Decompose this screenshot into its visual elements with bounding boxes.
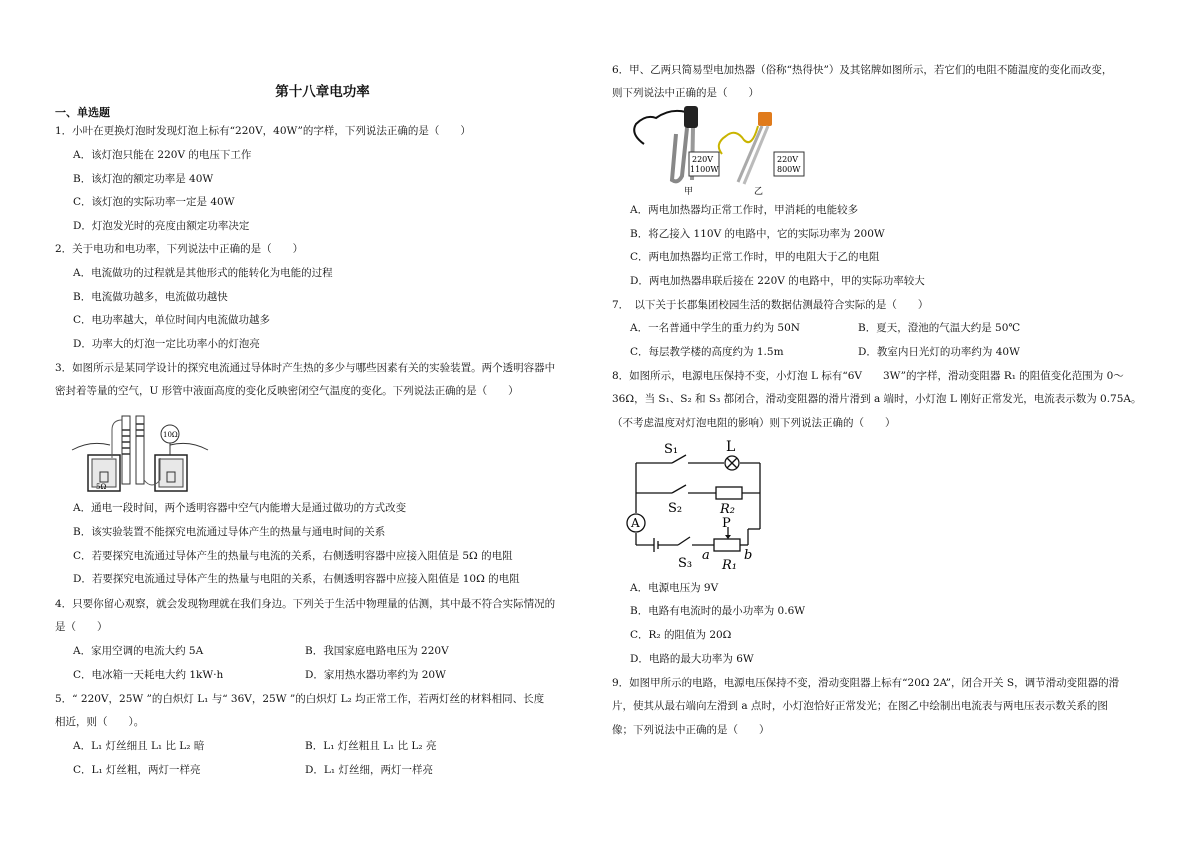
q8-option-a: A．电源电压为 9V bbox=[630, 582, 719, 594]
q4-option-b: B．我国家庭电路电压为 220V bbox=[305, 645, 449, 657]
q5-option-d: D．L₁ 灯丝细，两灯一样亮 bbox=[305, 764, 433, 776]
section-heading: 一、单选题 bbox=[55, 106, 110, 119]
q1-option-c: C．该灯泡的实际功率一定是 40W bbox=[73, 196, 235, 208]
q6-plate-yi-voltage: 220V bbox=[777, 155, 799, 164]
q2-stem: 2．关于电功和电功率，下列说法中正确的是（ ） bbox=[55, 243, 304, 255]
q9-stem-line3: 像；下列说法中正确的是（ ） bbox=[612, 724, 770, 736]
q8-option-b: B．电路有电流时的最小功率为 0.6W bbox=[630, 605, 806, 617]
q4-stem-line1: 4．只要你留心观察，就会发现物理就在我们身边。下列关于生活中物理量的估测，其中最不符合实际情况的 bbox=[55, 598, 556, 610]
q6-option-c: C．两电加热器均正常工作时，甲的电阻大于乙的电阻 bbox=[630, 251, 880, 263]
q6-option-d: D．两电加热器串联后接在 220V 的电路中，甲的实际功率较大 bbox=[630, 275, 925, 287]
q8-stem-line1: 8．如图所示，电源电压保持不变，小灯泡 L 标有“6V 3W”的字样，滑动变阻器 R₁ 的阻值变化范围为 0～ bbox=[612, 370, 1124, 382]
q5-option-b: B．L₁ 灯丝粗且 L₁ 比 L₂ 亮 bbox=[305, 740, 437, 752]
page-title: 第十八章电功率 bbox=[275, 84, 370, 100]
q8-label-l: L bbox=[726, 439, 736, 455]
q7-stem: 7． 以下关于长郡集团校园生活的数据估测最符合实际的是（ ） bbox=[612, 299, 929, 311]
q5-option-c: C．L₁ 灯丝粗，两灯一样亮 bbox=[73, 764, 201, 776]
q8-label-p: P bbox=[722, 516, 731, 531]
q7-option-b: B．夏天，澄池的气温大约是 50℃ bbox=[858, 322, 1021, 334]
q9-stem-line2: 片，使其从最右端向左滑到 a 点时，小灯泡恰好正常发光；在图乙中绘制出电流表与两电压表示数关系的图 bbox=[612, 700, 1108, 712]
q8-stem-line2: 36Ω，当 S₁、S₂ 和 S₃ 都闭合，滑动变阻器的滑片滑到 a 端时，小灯泡 L 刚好正常发光，电流表示数为 0.75A。 bbox=[612, 393, 1142, 405]
q1-option-d: D．灯泡发光时的亮度由额定功率决定 bbox=[73, 220, 250, 232]
q8-label-r2: R₂ bbox=[720, 502, 735, 517]
q3-option-c: C．若要探究电流通过导体产生的热量与电流的关系，右侧透明容器中应接入阻值是 5Ω 的电阻 bbox=[73, 550, 513, 562]
q8-label-s1: S₁ bbox=[664, 442, 679, 457]
q6-stem-line2: 则下列说法中正确的是（ ） bbox=[612, 87, 759, 99]
q3-stem-line2: 密封着等量的空气，U 形管中液面高度的变化反映密闭空气温度的变化。下列说法正确的是（ ） bbox=[55, 385, 519, 397]
q5-option-a: A．L₁ 灯丝细且 L₁ 比 L₂ 暗 bbox=[73, 740, 205, 752]
q3-label-5ohm: 5Ω bbox=[96, 483, 107, 491]
q3-option-d: D．若要探究电流通过导体产生的热量与电阻的关系，右侧透明容器中应接入阻值是 10Ω 的电阻 bbox=[73, 573, 520, 585]
q4-stem-line2: 是（ ） bbox=[55, 621, 108, 633]
q4-option-a: A．家用空调的电流大约 5A bbox=[73, 645, 204, 657]
q6-label-yi: 乙 bbox=[754, 187, 764, 196]
q3-label-10ohm: 10Ω bbox=[163, 431, 178, 439]
q8-label-s2: S₂ bbox=[668, 501, 683, 516]
q8-option-d: D．电路的最大功率为 6W bbox=[630, 653, 754, 665]
q7-option-d: D．教室内日光灯的功率约为 40W bbox=[858, 346, 1020, 358]
q5-stem-line2: 相近，则（ ）。 bbox=[55, 716, 145, 728]
q1-stem: 1．小叶在更换灯泡时发现灯泡上标有“220V，40W”的字样，下列说法正确的是（ ） bbox=[55, 125, 471, 137]
q6-stem-line1: 6．甲、乙两只简易型电加热器（俗称“热得快”）及其铭牌如图所示，若它们的电阻不随温度的变化而改变， bbox=[612, 64, 1113, 76]
q7-option-c: C．每层教学楼的高度约为 1.5m bbox=[630, 346, 784, 358]
q5-stem-line1: 5．“ 220V，25W ”的白炽灯 L₁ 与“ 36V，25W ”的白炽灯 L₂ 均正常工作，若两灯丝的材料相同、长度 bbox=[55, 693, 545, 705]
q8-label-s3: S₃ bbox=[678, 556, 693, 571]
q2-option-c: C．电功率越大，单位时间内电流做功越多 bbox=[73, 314, 271, 326]
q8-label-ammeter: A bbox=[631, 516, 640, 530]
q3-option-b: B．该实验装置不能探究电流通过导体产生的热量与通电时间的关系 bbox=[73, 526, 386, 538]
q8-label-a: a bbox=[702, 548, 710, 563]
q8-label-r1: R₁ bbox=[722, 558, 737, 573]
q1-option-b: B．该灯泡的额定功率是 40W bbox=[73, 173, 214, 185]
q3-option-a: A．通电一段时间，两个透明容器中空气内能增大是通过做功的方式改变 bbox=[73, 502, 407, 514]
q8-circuit-figure bbox=[624, 435, 784, 575]
q8-label-b: b bbox=[744, 548, 753, 563]
q1-option-a: A．该灯泡只能在 220V 的电压下工作 bbox=[73, 149, 252, 161]
q4-option-d: D．家用热水器功率约为 20W bbox=[305, 669, 446, 681]
q6-option-b: B．将乙接入 110V 的电路中，它的实际功率为 200W bbox=[630, 228, 885, 240]
q6-plate-yi-power: 800W bbox=[777, 165, 801, 174]
q3-apparatus-figure bbox=[70, 410, 210, 495]
q6-plate-jia-voltage: 220V bbox=[692, 155, 714, 164]
q6-plate-jia-power: 1100W bbox=[690, 165, 719, 174]
q2-option-b: B．电流做功越多，电流做功越快 bbox=[73, 291, 228, 303]
q2-option-d: D．功率大的灯泡一定比功率小的灯泡亮 bbox=[73, 338, 260, 350]
q8-stem-line3: （不考虑温度对灯泡电阻的影响）则下列说法正确的（ ） bbox=[612, 417, 896, 429]
q6-label-jia: 甲 bbox=[684, 187, 694, 196]
q9-stem-line1: 9．如图甲所示的电路，电源电压保持不变，滑动变阻器上标有“20Ω 2A”，闭合开关 S，调节滑动变阻器的滑 bbox=[612, 677, 1120, 689]
q3-stem-line1: 3．如图所示是某同学设计的探究电流通过导体时产生热的多少与哪些因素有关的实验装置。两个透明容器中 bbox=[55, 362, 556, 374]
q7-option-a: A．一名普通中学生的重力约为 50N bbox=[630, 322, 800, 334]
q2-option-a: A．电流做功的过程就是其他形式的能转化为电能的过程 bbox=[73, 267, 333, 279]
q6-option-a: A．两电加热器均正常工作时，甲消耗的电能较多 bbox=[630, 204, 859, 216]
q4-option-c: C．电冰箱一天耗电大约 1kW·h bbox=[73, 669, 224, 681]
q6-heaters-figure bbox=[626, 104, 806, 196]
q8-option-c: C．R₂ 的阻值为 20Ω bbox=[630, 629, 732, 641]
